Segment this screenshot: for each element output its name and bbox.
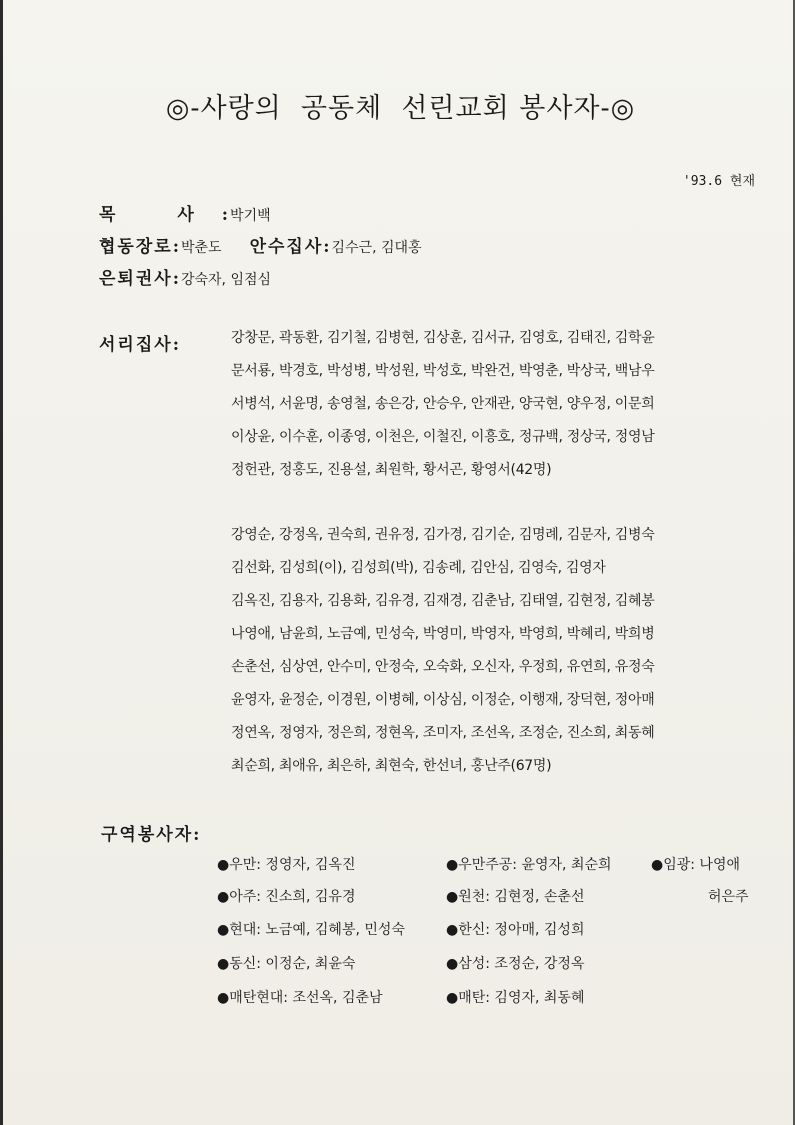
district-item: ●삼성: 조정순, 강정옥 [446, 956, 585, 972]
deacons-label: 서리집사 [99, 335, 173, 355]
retired-label: 은퇴권사 [99, 269, 173, 289]
district-item: ●매탄: 김영자, 최동혜 [446, 990, 585, 1006]
district-item: ●원천: 김현정, 손춘선 [446, 889, 585, 905]
retired-row: 은퇴권사 : 강숙자, 임점심 [99, 264, 271, 289]
district-item: ●현대: 노금예, 김혜봉, 민성숙 [217, 922, 405, 938]
district-item: 허은주 [708, 889, 749, 905]
district-item: ●아주: 진소희, 김유경 [217, 889, 356, 905]
date-label: '93.6 현재 [682, 174, 755, 189]
district-item: ●동신: 이정순, 최윤숙 [217, 956, 356, 972]
deacons-row: 서리집사 : [99, 330, 181, 355]
list-item: 정연옥, 정영자, 정은희, 정현옥, 조미자, 조선옥, 조정순, 진소희, 최동혜 [231, 725, 655, 741]
pastor-label: 목 사 [99, 205, 222, 225]
list-item: 서병석, 서윤명, 송영철, 송은강, 안승우, 안재관, 양국현, 양우정, 이문희 [231, 396, 655, 412]
districts-label: 구역봉사자: [101, 825, 202, 845]
pastor-value: 박기백 [230, 208, 271, 224]
list-item: 나영애, 남윤희, 노금예, 민성숙, 박영미, 박영자, 박영희, 박혜리, 박희병 [231, 626, 655, 642]
deacons-women-list [231, 519, 751, 783]
list-item: 김옥진, 김용자, 김용화, 김유경, 김재경, 김춘남, 김태열, 김현정, 김혜봉 [231, 593, 655, 609]
pastor-row: 목 사 : 박기백 [99, 200, 271, 225]
page-title: ◎-사랑의 공동체 선린교회 봉사자-◎ [165, 93, 636, 124]
ordained-label: 안수집사 [249, 237, 324, 257]
district-item: ●우만: 정영자, 김옥진 [217, 857, 356, 873]
district-item: ●우만주공: 윤영자, 최순희 [446, 857, 612, 873]
elder-value: 박춘도 [180, 240, 222, 256]
list-item: 손춘선, 심상연, 안수미, 안정숙, 오숙화, 오신자, 우정희, 유연희, 유정숙 [231, 659, 655, 675]
district-item: ●매탄현대: 조선옥, 김춘남 [217, 990, 383, 1006]
list-item: 정헌관, 정홍도, 진용설, 최원학, 황서곤, 황영서(42명) [231, 462, 552, 478]
elder-row: 협동장로 : 박춘도 안수집사 : 김수근, 김대홍 [99, 232, 422, 257]
district-item: ●한신: 정아매, 김성희 [446, 922, 585, 938]
list-item: 김선화, 김성희(이), 김성희(박), 김송례, 김안심, 김영숙, 김영자 [231, 560, 606, 576]
district-item: ●임광: 나영애 [651, 857, 741, 873]
list-item: 최순희, 최애유, 최은하, 최현숙, 한선녀, 홍난주(67명) [231, 758, 552, 774]
list-item: 강창문, 곽동환, 김기철, 김병현, 김상훈, 김서규, 김영호, 김태진, 김학윤 [231, 330, 655, 346]
retired-value: 강숙자, 임점심 [180, 272, 272, 288]
elder-label: 협동장로 [99, 237, 173, 257]
list-item: 강영순, 강정옥, 권숙희, 권유정, 김가경, 김기순, 김명례, 김문자, 김병숙 [231, 527, 655, 543]
ordained-value: 김수근, 김대홍 [331, 240, 422, 256]
deacons-men-list [231, 322, 751, 487]
list-item: 윤영자, 윤정순, 이경원, 이병혜, 이상심, 이정순, 이행재, 장덕현, 정아매 [231, 692, 655, 708]
list-item: 이상윤, 이수훈, 이종영, 이천은, 이철진, 이흥호, 정규백, 정상국, 정영남 [231, 429, 655, 445]
list-item: 문서룡, 박경호, 박성병, 박성원, 박성호, 박완건, 박영춘, 박상국, 백남우 [231, 363, 655, 379]
